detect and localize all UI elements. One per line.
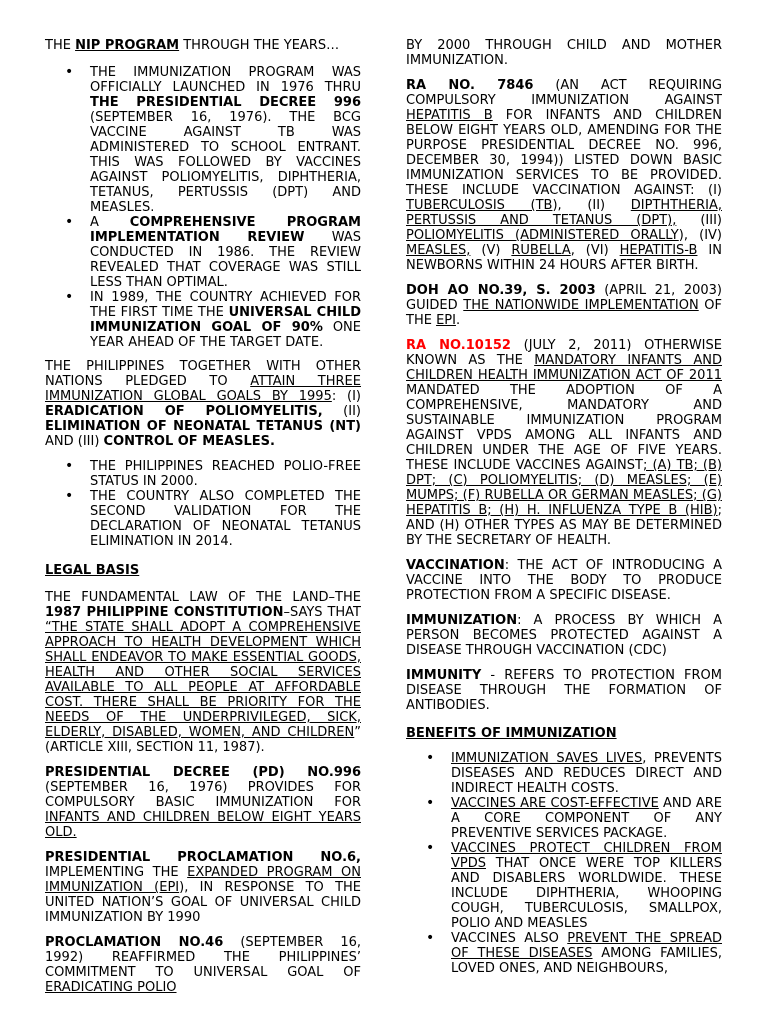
list-item: • VACCINES PROTECT CHILDREN FROM VPDS THAT ONCE WERE TOP KILLERS AND DISABLERS WORLDWIDE. THESE INCLUDE DIPHTHERIA, WHOOPING COUGH, TUBERCULOSIS, SMALLPOX, POLIO AND MEASLES	[451, 841, 722, 931]
ra7846-paragraph: RA NO. 7846 (AN ACT REQUIRING COMPULSORY IMMUNIZATION AGAINST HEPATITIS B FOR INFANTS AND CHILDREN BELOW EIGHT YEARS OLD, AMENDING FOR THE PURPOSE PRESIDENTIAL DECREE NO. 996, DECEMBER 30, 1994)) LISTED DOWN BASIC IMMUNIZATION SERVICES TO BE PROVIDED. THESE INCLUDE VACCINATION AGAINST: (I) TUBERCULOSIS (TB), (II) DIPTHTHERIA, PERTUSSIS AND TETANUS (DPT), (III) POLIOMYELITIS (ADMINISTERED ORALLY), (IV) MEASLES, (V) RUBELLA, (VI) HEPATITIS-B IN NEWBORNS WITHIN 24 HOURS AFTER BIRTH.	[406, 78, 723, 273]
nip-program-link: NIP PROGRAM	[75, 38, 180, 53]
constitution-paragraph: THE FUNDAMENTAL LAW OF THE LAND–THE 1987 PHILIPPINE CONSTITUTION–SAYS THAT “THE STATE SHALL ADOPT A COMPREHENSIVE APPROACH TO HEALTH DEVELOPMENT WHICH SHALL ENDEAVOR TO MAKE ESSENTIAL GOODS, HEALTH AND OTHER SOCIAL SERVICES AVAILABLE TO ALL PEOPLE AT AFFORDABLE COST. THERE SHALL BE PRIORITY FOR THE NEEDS OF THE UNDERPRIVILEGED, SICK, ELDERLY, DISABLED, WOMEN, AND CHILDREN” (ARTICLE XIII, SECTION 11, 1987).	[45, 590, 361, 755]
list-item: • A COMPREHENSIVE PROGRAM IMPLEMENTATION REVIEW WAS CONDUCTED IN 1986. THE REVIEW REVEALED THAT COVERAGE WAS STILL LESS THAN OPTIMAL.	[90, 215, 361, 290]
proclamation46-paragraph: PROCLAMATION NO.46 (SEPTEMBER 16, 1992) REAFFIRMED THE PHILIPPINES’ COMMITMENT TO UNIVERSAL GOAL OF ERADICATING POLIO	[45, 935, 361, 995]
milestone-list	[45, 459, 361, 549]
pd996-paragraph: PRESIDENTIAL DECREE (PD) NO.996 (SEPTEMBER 16, 1976) PROVIDES FOR COMPULSORY BASIC IMMUNIZATION FOR INFANTS AND CHILDREN BELOW EIGHT YEARS OLD.	[45, 765, 361, 840]
benefits-list	[406, 751, 722, 976]
vaccination-definition: VACCINATION: THE ACT OF INTRODUCING A VACCINE INTO THE BODY TO PRODUCE PROTECTION FROM A SPECIFIC DISEASE.	[406, 558, 722, 603]
right-column	[406, 38, 722, 985]
list-item: • THE PHILIPPINES REACHED POLIO-FREE STATUS IN 2000.	[90, 459, 361, 489]
list-item: • IMMUNIZATION SAVES LIVES, PREVENTS DISEASES AND REDUCES DIRECT AND INDIRECT HEALTH COSTS.	[451, 751, 722, 796]
immunity-definition: IMMUNITY - REFERS TO PROTECTION FROM DISEASE THROUGH THE FORMATION OF ANTIBODIES.	[406, 668, 722, 713]
section-title: THE NIP PROGRAM THROUGH THE YEARS…	[45, 38, 340, 53]
legal-basis-heading: LEGAL BASIS	[45, 563, 140, 578]
ra10152-paragraph: RA NO.10152 (JULY 2, 2011) OTHERWISE KNOWN AS THE MANDATORY INFANTS AND CHILDREN HEALTH IMMUNIZATION ACT OF 2011 MANDATED THE ADOPTION OF A COMPREHENSIVE, MANDATORY AND SUSTAINABLE IMMUNIZATION PROGRAM AGAINST VPDS AMONG ALL INFANTS AND CHILDREN UNDER THE AGE OF FIVE YEARS. THESE INCLUDE VACCINES AGAINST; (A) TB; (B) DPT; (C) POLIOMYELITIS; (D) MEASLES; (E) MUMPS; (F) RUBELLA OR GERMAN MEASLES; (G) HEPATITIS B; (H) H. INFLUENZA TYPE B (HIB); AND (H) OTHER TYPES AS MAY BE DETERMINED BY THE SECRETARY OF HEALTH.	[406, 338, 722, 548]
list-item: • THE COUNTRY ALSO COMPLETED THE SECOND VALIDATION FOR THE DECLARATION OF NEONATAL TETANUS ELIMINATION IN 2014.	[90, 489, 361, 549]
left-column	[45, 38, 361, 1005]
pledge-paragraph: THE PHILIPPINES TOGETHER WITH OTHER NATIONS PLEDGED TO ATTAIN THREE IMMUNIZATION GLOBAL GOALS BY 1995: (I) ERADICATION OF POLIOMYELITIS, (II) ELIMINATION OF NEONATAL TETANUS (NT) AND (III) CONTROL OF MEASLES.	[45, 359, 361, 449]
list-item: • VACCINES ARE COST-EFFECTIVE AND ARE A CORE COMPONENT OF ANY PREVENTIVE SERVICES PACKAGE.	[451, 796, 722, 841]
history-list	[45, 65, 361, 350]
immunization-definition: IMMUNIZATION: A PROCESS BY WHICH A PERSON BECOMES PROTECTED AGAINST A DISEASE THROUGH VACCINATION (CDC)	[406, 613, 722, 658]
list-item: • VACCINES ALSO PREVENT THE SPREAD OF THESE DISEASES AMONG FAMILIES, LOVED ONES, AND NEIGHBOURS,	[451, 931, 722, 976]
proclamation6-paragraph: PRESIDENTIAL PROCLAMATION NO.6, IMPLEMENTING THE EXPANDED PROGRAM ON IMMUNIZATION (EPI), IN RESPONSE TO THE UNITED NATION’S GOAL OF UNIVERSAL CHILD IMMUNIZATION BY 1990	[45, 850, 362, 925]
continuation-paragraph: BY 2000 THROUGH CHILD AND MOTHER IMMUNIZATION.	[406, 38, 722, 68]
doh-ao-paragraph: DOH AO NO.39, S. 2003 (APRIL 21, 2003) GUIDED THE NATIONWIDE IMPLEMENTATION OF THE EPI.	[406, 283, 723, 328]
list-item: • THE IMMUNIZATION PROGRAM WAS OFFICIALLY LAUNCHED IN 1976 THRU THE PRESIDENTIAL DECREE 996 (SEPTEMBER 16, 1976). THE BCG VACCINE AGAINST TB WAS ADMINISTERED TO SCHOOL ENTRANT. THIS WAS FOLLOWED BY VACCINES AGAINST POLIOMYELITIS, DIPHTHERIA, TETANUS, PERTUSSIS (DPT) AND MEASLES.	[90, 65, 361, 215]
list-item: • IN 1989, THE COUNTRY ACHIEVED FOR THE FIRST TIME THE UNIVERSAL CHILD IMMUNIZATION GOAL OF 90% ONE YEAR AHEAD OF THE TARGET DATE.	[90, 290, 361, 350]
benefits-heading: BENEFITS OF IMMUNIZATION	[406, 726, 617, 741]
